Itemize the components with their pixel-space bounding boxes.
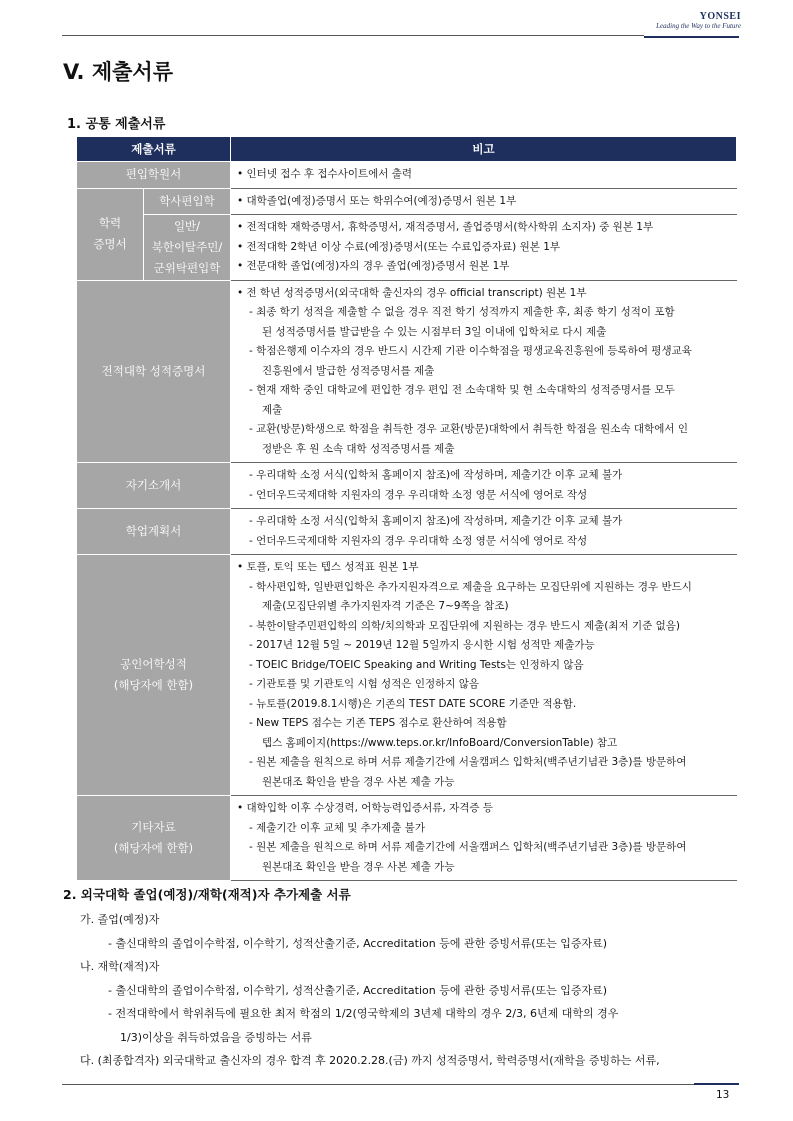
- remark-line: 정받은 후 원 소속 대학 성적증명서를 제출: [262, 442, 455, 455]
- remark-line: - 우리대학 소정 서식(입학처 홈페이지 참조)에 작성하며, 제출기간 이후 교체 불가: [249, 469, 623, 481]
- remark-line: - TOEIC Bridge/TOEIC Speaking and Writing Tests는 인정하지 않음: [249, 658, 584, 671]
- remark-line: • 전문대학 졸업(예정)자의 경우 졸업(예정)증명서 원본 1부: [237, 260, 510, 272]
- footer-rule: [62, 1084, 694, 1085]
- footer-accent-rule: [694, 1083, 739, 1085]
- remark-line: • 대학입학 이후 수상경력, 어학능력입증서류, 자격증 등: [237, 802, 494, 814]
- brand-logo: [656, 11, 741, 30]
- col-header-documents: 제출서류: [77, 137, 231, 162]
- row-label-transcript: 전적대학 성적증명서: [77, 280, 231, 463]
- remark-line: • 전 학년 성적증명서(외국대학 출신자의 경우 official transcript) 원본 1부: [237, 286, 587, 299]
- list-item: - 출신대학의 졸업이수학점, 이수학기, 성적산출기준, Accreditation 등에 관한 증빙서류(또는 입증자료): [108, 983, 608, 997]
- section-2-heading: 2. 외국대학 졸업(예정)/재학(재적)자 추가제출 서류: [63, 887, 351, 902]
- row-remarks-other-materials: [231, 796, 737, 881]
- remark-line: - 뉴토플(2019.8.1시행)은 기존의 TEST DATE SCORE 기준만 적용함.: [249, 697, 577, 710]
- row-label-self-intro: 자기소개서: [77, 463, 231, 509]
- row-label-application: 편입학원서: [77, 162, 231, 189]
- remark-line: - 언더우드국제대학 지원자의 경우 우리대학 소정 영문 서식에 영어로 작성: [249, 488, 588, 501]
- list-item-continued: 1/3)이상을 취득하였음을 증빙하는 서류: [120, 1030, 312, 1044]
- row-label-language-score: 공인어학성적 (해당자에 한함): [77, 555, 231, 796]
- row-remarks-study-plan: [231, 509, 737, 555]
- remark-line: 제출: [262, 403, 283, 416]
- row-remarks-transcript: [231, 280, 737, 463]
- brand-name: YONSEI: [699, 11, 741, 22]
- remark-line: - 우리대학 소정 서식(입학처 홈페이지 참조)에 작성하며, 제출기간 이후 교체 불가: [249, 515, 623, 527]
- row-remarks-general-transfer: [231, 215, 737, 281]
- remark-line: - 북한이탈주민편입학의 의학/치의학과 모집단위에 지원하는 경우 반드시 제출(최저 기준 없음): [249, 619, 680, 632]
- page-number: 13: [716, 1089, 730, 1101]
- remark-line: - New TEPS 점수는 기존 TEPS 점수로 환산하여 적용함: [249, 717, 507, 729]
- remark-line: 텝스 홈페이지(https://www.teps.or.kr/InfoBoard/ConversionTable) 참고: [262, 736, 618, 749]
- remark-line: - 학사편입학, 일반편입학은 추가지원자격으로 제출을 요구하는 모집단위에 지원하는 경우 반드시: [249, 580, 692, 593]
- list-item-final-admits: 다. (최종합격자) 외국대학교 출신자의 경우 합격 후 2020.2.28.(금) 까지 성적증명서, 학력증명서(재학을 증빙하는 서류,: [80, 1054, 660, 1067]
- row-remarks-language-score: [231, 555, 737, 796]
- header-accent-rule: [644, 36, 739, 38]
- remark-line: - 2017년 12월 5일 ~ 2019년 12월 5일까지 응시한 시험 성적만 제출가능: [249, 639, 595, 651]
- remark-line: - 제출기간 이후 교체 및 추가제출 불가: [249, 821, 425, 834]
- remark-line: • 대학졸업(예정)증명서 또는 학위수여(예정)증명서 원본 1부: [237, 194, 517, 207]
- row-remarks-self-intro: [231, 463, 737, 509]
- sub-heading-enrolled: 나. 재학(재적)자: [80, 960, 160, 973]
- section-1-heading: 1. 공통 제출서류: [67, 117, 166, 132]
- row-label-general-transfer: 일반/ 북한이탈주민/ 군위탁편입학: [144, 215, 231, 281]
- remark-line: - 원본 제출을 원칙으로 하며 서류 제출기간에 서울캠퍼스 입학처(백주년기념관 3층)를 방문하여: [249, 841, 687, 853]
- remark-line: • 인터넷 접수 후 접수사이트에서 출력: [237, 168, 413, 180]
- header-rule: [62, 35, 644, 36]
- section-2-body: [63, 908, 743, 1073]
- remark-line: - 언더우드국제대학 지원자의 경우 우리대학 소정 영문 서식에 영어로 작성: [249, 534, 588, 547]
- row-label-study-plan: 학업계획서: [77, 509, 231, 555]
- sub-heading-graduates: 가. 졸업(예정)자: [80, 913, 160, 926]
- page-title: V. 제출서류: [63, 60, 173, 84]
- remark-line: • 전적대학 2학년 이상 수료(예정)증명서(또는 수료입증자료) 원본 1부: [237, 240, 561, 253]
- remark-line: 진흥원에서 발급한 성적증명서를 제출: [262, 364, 435, 377]
- row-remarks-bachelor-transfer: [231, 188, 737, 215]
- remark-line: - 원본 제출을 원칙으로 하며 서류 제출기간에 서울캠퍼스 입학처(백주년기념관 3층)를 방문하여: [249, 756, 687, 768]
- group-label-academic-certificate: 학력 증명서: [77, 188, 144, 280]
- row-label-other-materials: 기타자료 (해당자에 한함): [77, 796, 231, 881]
- documents-table: [76, 136, 737, 881]
- row-remarks-application: [231, 162, 737, 189]
- row-label-bachelor-transfer: 학사편입학: [144, 188, 231, 215]
- remark-line: - 학점은행제 이수자의 경우 반드시 시간제 기관 이수학점을 평생교육진흥원에 등록하여 평생교육: [249, 345, 692, 357]
- remark-line: - 기관토플 및 기관토익 시험 성적은 인정하지 않음: [249, 678, 480, 690]
- list-item: - 전적대학에서 학위취득에 필요한 최저 학점의 1/2(영국학제의 3년제 대학의 경우 2/3, 6년제 대학의 경우: [108, 1007, 619, 1020]
- list-item: - 출신대학의 졸업이수학점, 이수학기, 성적산출기준, Accreditation 등에 관한 증빙서류(또는 입증자료): [108, 936, 608, 950]
- remark-line: 원본대조 확인을 받을 경우 사본 제출 가능: [262, 775, 455, 788]
- remark-line: 제출(모집단위별 추가지원자격 기준은 7~9쪽을 참조): [262, 600, 509, 612]
- remark-line: - 교환(방문)학생으로 학점을 취득한 경우 교환(방문)대학에서 취득한 학점을 원소속 대학에서 인: [249, 423, 688, 435]
- remark-line: • 전적대학 재학증명서, 휴학증명서, 재적증명서, 졸업증명서(학사학위 소지자) 중 원본 1부: [237, 221, 654, 233]
- remark-line: - 현재 재학 중인 대학교에 편입한 경우 편입 전 소속대학 및 현 소속대학의 성적증명서를 모두: [249, 384, 675, 396]
- col-header-remarks: 비고: [231, 137, 737, 162]
- remark-line: 원본대조 확인을 받을 경우 사본 제출 가능: [262, 860, 455, 873]
- remark-line: • 토플, 토익 또는 텝스 성적표 원본 1부: [237, 561, 419, 573]
- remark-line: - 최종 학기 성적을 제출할 수 없을 경우 직전 학기 성적까지 제출한 후, 최종 학기 성적이 포함: [249, 306, 675, 318]
- remark-line: 된 성적증명서를 발급받을 수 있는 시점부터 3일 이내에 입학처로 다시 제출: [262, 325, 607, 338]
- brand-tagline: Leading the Way to the Future: [656, 22, 741, 30]
